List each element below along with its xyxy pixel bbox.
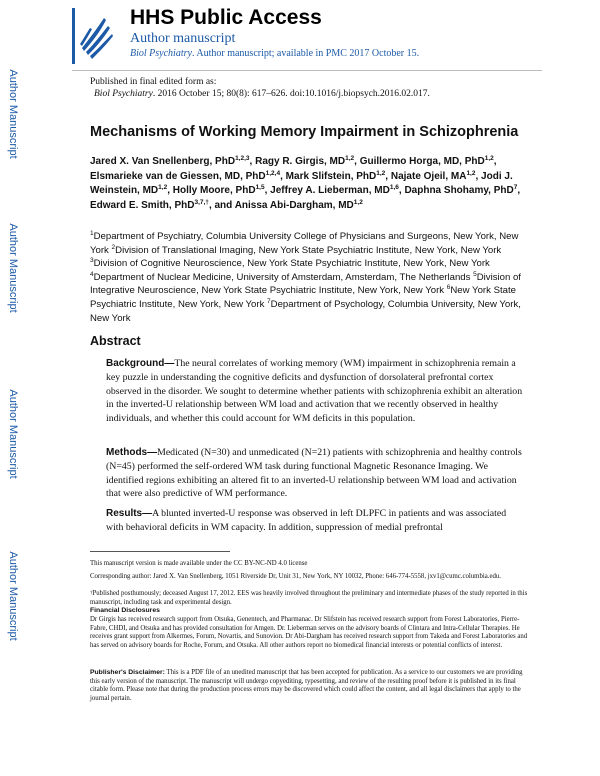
header-divider <box>72 70 542 71</box>
disclosures-heading: Financial Disclosures <box>90 607 160 614</box>
footnote-license: This manuscript version is made available under the CC BY-NC-ND 4.0 license <box>90 560 308 567</box>
author-affiliation-sup: 3,7,† <box>194 198 209 206</box>
article-title: Mechanisms of Working Memory Impairment in Schizophrenia <box>90 124 519 140</box>
author-affiliation-sup: 1,2 <box>376 169 386 177</box>
published-details: . 2016 October 15; 80(8): 617–626. doi:10.1016/j.biopsych.2016.02.017. <box>152 89 430 99</box>
author-name: Jeffrey A. Lieberman, MD <box>270 185 390 197</box>
results-label: Results— <box>106 508 153 519</box>
affiliation-text: Department of Nuclear Medicine, University of Amsterdam, Amsterdam, The Netherlands <box>93 271 474 283</box>
author-separator: , <box>517 185 521 197</box>
sidebar-author-manuscript-2: Author Manuscript <box>7 223 19 313</box>
author-affiliation-sup: 1,2 <box>484 155 494 162</box>
author-separator: , <box>264 185 271 197</box>
affiliation-text: Department of Psychiatry, Columbia University College of Physicians and Surgeons, New York, New York <box>90 231 519 256</box>
author-name: Elsmarieke van de Giessen, MD, PhD <box>90 170 266 182</box>
abstract-background <box>106 357 524 426</box>
author-affiliation-sup: 1,2 <box>158 184 168 192</box>
footnote-disclosures: Dr Girgis has received research support from Otsuka, Genentech, and Pharmanac. Dr Slifstein has received research support from Forest Laboratories, Pierre-Fabre, CHDI, and Otsuka and has provided consultation for Amgen. Dr. Lieberman serves on the advisory boards of Clintara and Intra-Cellular Therapies. He receives grant support from Alkermes, Forum, Novartis, and Sunovion. Dr Abi-Dargham has received research support from Takeda and Forest Laboratories and has served on advisory boards for Roche, Forum, and Otsuka. All other authors report no biomedical financial interests or potential conflicts of interest. <box>90 616 528 650</box>
abstract-methods <box>106 446 524 501</box>
affiliation-sup: 3 <box>90 257 94 265</box>
author-affiliation-sup: 1,2 <box>353 198 363 206</box>
author-name: Guillermo Horga, MD, PhD <box>359 156 485 167</box>
footnote-deceased <box>90 590 530 607</box>
background-label: Background— <box>106 358 175 369</box>
author-separator: , <box>385 170 391 182</box>
author-name: Jodi J. Weinstein, MD <box>90 170 513 197</box>
results-text: A blunted inverted-U response was observed in left DLPFC in patients and was associated with behavioral deficits in WM capacity. In addition, suppression of medial prefrontal <box>106 508 507 533</box>
author-affiliation-sup: 1,2,4 <box>265 169 281 177</box>
author-name: Jared X. Van Snellenberg, PhD <box>90 156 236 167</box>
methods-label: Methods— <box>106 447 158 458</box>
affiliation-text: Division of Cognitive Neuroscience, New York State Psychiatric Institute, New York, New York <box>93 258 490 270</box>
hhs-title: HHS Public Access <box>130 6 322 29</box>
author-manuscript-label: Author manuscript <box>130 31 236 46</box>
footnote-publisher-disclaimer <box>90 669 530 704</box>
hhs-eagle-logo <box>72 8 118 64</box>
affiliation-sup: 6 <box>446 284 451 292</box>
hhs-header <box>72 6 542 68</box>
author-separator: , <box>249 156 256 167</box>
footnote-divider <box>90 551 230 552</box>
header-citation-journal[interactable]: Biol Psychiatry <box>130 48 192 59</box>
author-separator: , <box>398 185 405 197</box>
background-text: The neural correlates of working memory (WM) impairment in schizophrenia remain a key puzzle in understanding the cognitive deficits and dysfunction of dorsolateral prefrontal cortex observed in the disorder. We sought to determine whether patients with schizophrenia exhibit an alteration in the inverted-U relationship between WM load and activation that we recently observed in healthy individuals, and whether this could account for WM deficits in this population. <box>106 358 523 425</box>
author-separator: , <box>475 170 482 182</box>
affiliation-sup: 5 <box>473 270 477 278</box>
published-info-line1: Published in final edited form as: <box>90 77 217 87</box>
author-list <box>90 155 530 213</box>
author-separator: , <box>280 170 286 182</box>
header-citation-rest: . Author manuscript; available in PMC 2017 October 15. <box>191 48 420 59</box>
abstract-results <box>106 507 524 535</box>
affiliation-text: Division of Integrative Neuroscience, New York State Psychiatric Institute, New York, New York <box>90 271 521 297</box>
author-name: Mark Slifstein, PhD <box>285 170 377 182</box>
author-name: Najate Ojeil, MA <box>390 170 467 182</box>
header-citation <box>130 47 419 61</box>
affiliation-text: New York State Psychiatric Institute, New York, New York <box>90 285 516 310</box>
sidebar-author-manuscript-1: Author Manuscript <box>7 69 19 159</box>
author-separator: , and <box>208 199 235 211</box>
dagger-mark: † <box>90 591 93 596</box>
author-affiliation-sup: 1,6 <box>389 184 399 192</box>
affiliation-sup: 1 <box>90 230 94 237</box>
author-affiliation-sup: 7 <box>513 184 518 192</box>
affiliation-sup: 2 <box>111 243 116 251</box>
publisher-disclaimer-label: Publisher's Disclaimer: <box>90 669 165 676</box>
author-name: Holly Moore, PhD <box>172 185 256 197</box>
author-name: Daphna Shohamy, PhD <box>404 185 514 197</box>
published-info <box>90 76 430 100</box>
author-name: Anissa Abi-Dargham, MD <box>234 199 354 211</box>
published-journal: Biol Psychiatry <box>94 89 153 99</box>
author-separator: , <box>493 156 497 167</box>
affiliation-list <box>90 230 530 325</box>
abstract-heading: Abstract <box>90 334 141 348</box>
methods-text: Medicated (N=30) and unmedicated (N=21) patients with schizophrenia and healthy controls (N=45) performed the self-ordered WM task during functional Magnetic Resonance Imaging. We identified regions exhibiting an altered fit to an inverted-U relationship between WM load and activation that were also predictive of WM performance. <box>106 447 522 500</box>
published-info-line2 <box>90 88 430 100</box>
affiliation-text: Department of Psychology, Columbia University, New York, New York <box>90 298 521 324</box>
author-affiliation-sup: 1,2 <box>345 155 355 162</box>
affiliation-sup: 4 <box>90 270 94 278</box>
sidebar-author-manuscript-3: Author Manuscript <box>7 389 19 479</box>
publisher-disclaimer-text: This is a PDF file of an unedited manuscript that has been accepted for publication. As a service to our customers we are providing this early version of the manuscript. The manuscript will undergo copyediting, typesetting, and review of the resulting proof before it is published in its final citable form. Please note that during the production process errors may be discovered which could affect the content, and all legal disclaimers that apply to the journal pertain. <box>90 669 523 703</box>
author-separator: , <box>167 185 173 197</box>
affiliation-text: Division of Translational Imaging, New York State Psychiatric Institute, New York, New York <box>115 244 502 256</box>
author-affiliation-sup: 1,2,3 <box>235 155 250 162</box>
author-affiliation-sup: 1,5 <box>255 184 265 192</box>
author-separator: , <box>354 156 360 167</box>
author-affiliation-sup: 1,2 <box>466 169 476 177</box>
deceased-text: Published posthumously; deceased August 17, 2012. EES was heavily involved throughout the preliminary and intermediate phases of the study reported in this manuscript, including task and experimental design. <box>90 590 528 606</box>
footnote-corresponding: Corresponding author: Jared X. Van Snellenberg, 1051 Riverside Dr, Unit 31, New York, NY 10032, Phone: 646-774-5558, jxv1@cumc.columbia.edu. <box>90 573 501 580</box>
footnote-disclosures-heading <box>90 607 530 616</box>
author-name: Ragy R. Girgis, MD <box>255 156 346 167</box>
affiliation-sup: 7 <box>267 297 271 305</box>
author-name: Edward E. Smith, PhD <box>90 199 195 211</box>
sidebar-author-manuscript-4: Author Manuscript <box>7 551 19 641</box>
